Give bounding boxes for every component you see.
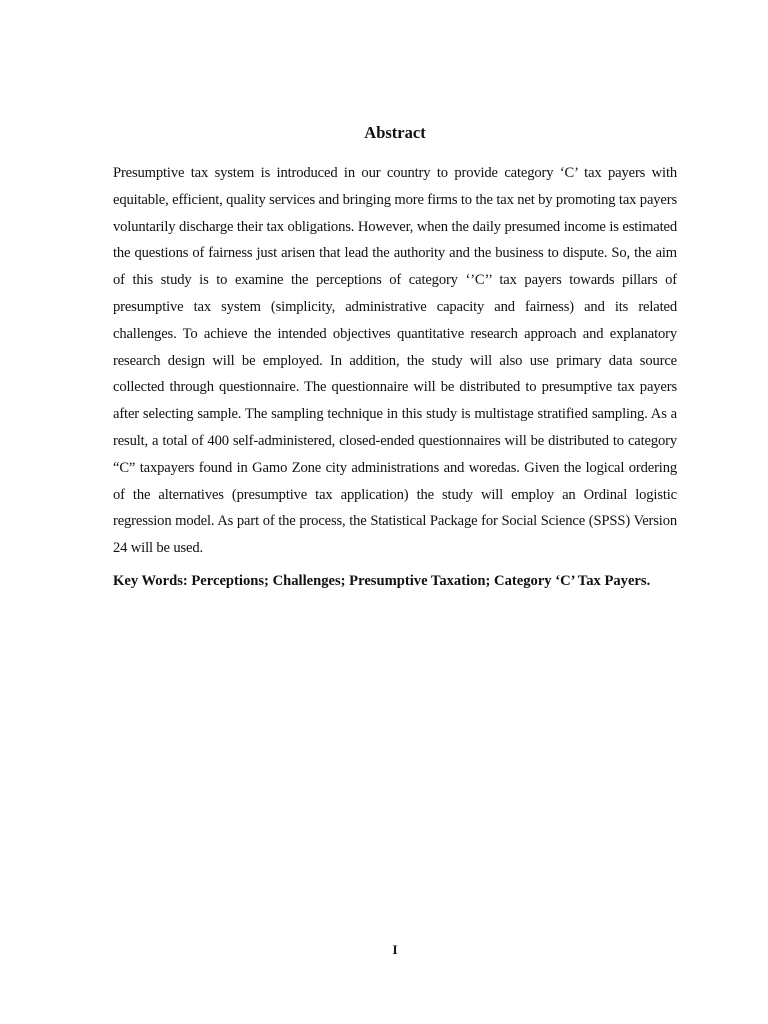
- page-number: I: [392, 942, 398, 957]
- abstract-title: Abstract: [364, 123, 426, 142]
- abstract-body: Presumptive tax system is introduced in our country to provide category ‘C’ tax payers with equitable, efficient, quality services and bringing more firms to the tax net by promoting tax payers voluntarily discharge their tax obligations. However, when the daily presumed income is estimated the questions of fairness just arisen that lead the authority and the business to dispute. So, the aim of this study is to examine the perceptions of category ‘’C’’ tax payers towards pillars of presumptive tax system (simplicity, administrative capacity and fairness) and its related challenges. To achieve the intended objectives quantitative research approach and explanatory research design will be employed. In addition, the study will also use primary data source collected through questionnaire. The questionnaire will be distributed to presumptive tax payers after selecting sample. The sampling technique in this study is multistage stratified sampling. As a result, a total of 400 self-administered, closed-ended questionnaires will be distributed to category “C” taxpayers found in Gamo Zone city administrations and woredas. Given the logical ordering of the alternatives (presumptive tax application) the study will employ an Ordinal logistic regression model. As part of the process, the Statistical Package for Social Science (SPSS) Version 24 will be used.: [113, 165, 677, 557]
- keywords-line: Key Words: Perceptions; Challenges; Presumptive Taxation; Category ‘C’ Tax Payers.: [113, 573, 651, 589]
